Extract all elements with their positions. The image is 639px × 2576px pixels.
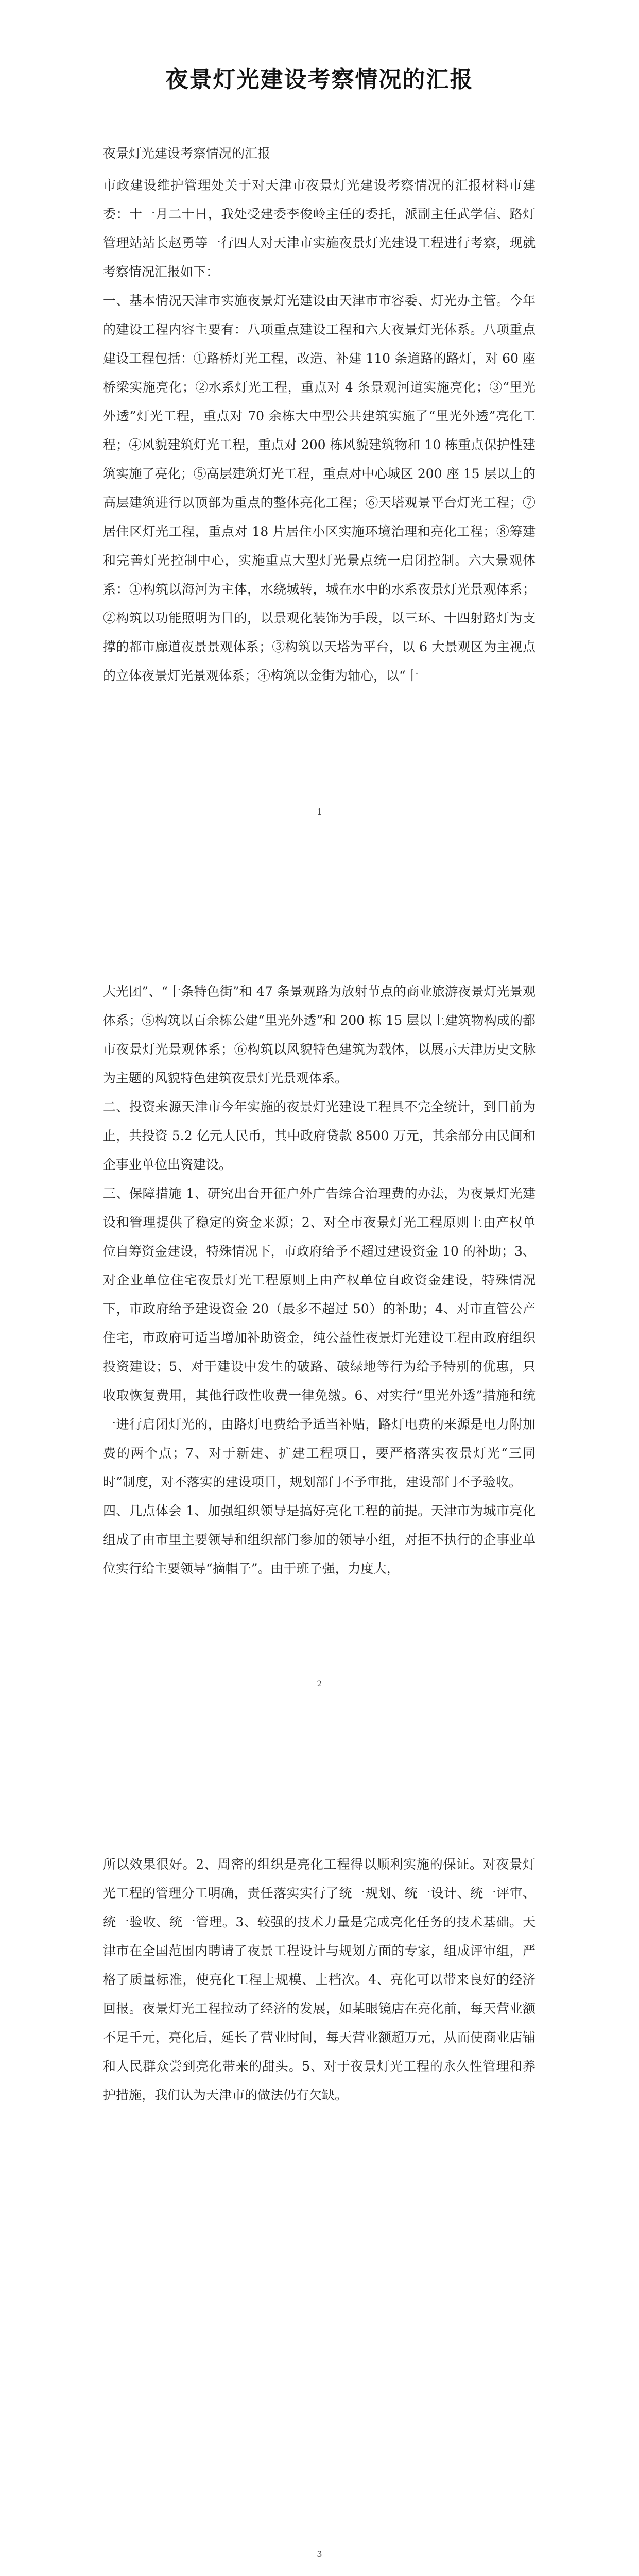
paragraph: 大光团”、“十条特色街”和 47 条景观路为放射节点的商业旅游夜景灯光景观体系；⑤构筑以百余栋公建“里光外透”和 200 栋 15 层以上建筑物构成的都市夜景灯光景观体系；⑥构筑以风貌特色建筑为载体，以展示天津历史文脉为主题的风貌特色建筑夜景灯光景观体系。	[103, 984, 536, 1086]
paragraph: 市政建设维护管理处关于对天津市夜景灯光建设考察情况的汇报材料市建委：十一月二十日，我处受建委李俊岭主任的委托，派副主任武学信、路灯管理站站长赵勇等一行四人对天津市实施夜景灯光建设工程进行考察，现就考察情况汇报如下：	[103, 178, 536, 279]
page-number: 2	[317, 1679, 322, 1688]
paragraph: 三、保障措施 1、研究出台开征户外广告综合治理费的办法，为夜景灯光建设和管理提供了稳定的资金来源；2、对全市夜景灯光工程原则上由产权单位自筹资金建设，特殊情况下，市政府给予不超过建设资金 10 的补助；3、对企业单位住宅夜景灯光工程原则上由产权单位自政资金建设，特殊情况下，市政府给予建设资金 20（最多不超过 50）的补助；4、对市直管公产住宅，市政府可适当增加补助资金，纯公益性夜景灯光建设工程由政府组织投资建设；5、对于建设中发生的破路、破绿地等行为给予特别的优惠，只收取恢复费用，其他行政性收费一律免缴。6、对实行“里光外透”措施和统一进行启闭灯光的，由路灯电费给予适当补贴，路灯电费的来源是电力附加费的两个点；7、对于新建、扩建工程项目，要严格落实夜景灯光“三同时”制度，对不落实的建设项目，规划部门不予审批，建设部门不予验收。	[103, 1186, 536, 1489]
page-3-body	[103, 1850, 536, 2110]
page-number: 1	[317, 807, 322, 817]
paragraph: 四、几点体会 1、加强组织领导是搞好亮化工程的前提。天津市为城市亮化组成了由市里主要领导和组织部门参加的领导小组，对拒不执行的企事业单位实行给主要领导“摘帽子”。由于班子强，力度大，	[103, 1503, 536, 1576]
paragraph: 一、基本情况天津市实施夜景灯光建设由天津市市容委、灯光办主管。今年的建设工程内容主要有：八项重点建设工程和六大夜景灯光体系。八项重点建设工程包括：①路桥灯光工程，改造、补建 110 条道路的路灯，对 60 座桥梁实施亮化；②水系灯光工程，重点对 4 条景观河道实施亮化；③“里光外透”灯光工程，重点对 70 余栋大中型公共建筑实施了“里光外透”亮化工程；④风貌建筑灯光工程，重点对 200 栋风貌建筑物和 10 栋重点保护性建筑实施了亮化；⑤高层建筑灯光工程，重点对中心城区 200 座 15 层以上的高层建筑进行以顶部为重点的整体亮化工程；⑥天塔观景平台灯光工程；⑦居住区灯光工程，重点对 18 片居住小区实施环境治理和亮化工程；⑧筹建和完善灯光控制中心，实施重点大型灯光景点统一启闭控制。六大景观体系：①构筑以海河为主体，水绕城转，城在水中的水系夜景灯光景观体系；②构筑以功能照明为目的，以景观化装饰为手段，以三环、十四射路灯为支撑的都市廊道夜景景观体系；③构筑以天塔为平台，以 6 大景观区为主视点的立体夜景灯光景观体系；④构筑以金街为轴心，以“十	[103, 293, 536, 683]
page-2-body	[103, 977, 536, 1583]
paragraph: 夜景灯光建设考察情况的汇报	[103, 146, 271, 161]
document-title: 夜景灯光建设考察情况的汇报	[165, 66, 474, 93]
paragraph: 二、投资来源天津市今年实施的夜景灯光建设工程具不完全统计，到目前为止，共投资 5.2 亿元人民币，其中政府贷款 8500 万元，其余部分由民间和企事业单位出资建设。	[103, 1099, 536, 1172]
page-1-body	[103, 139, 536, 690]
page-number: 3	[317, 2549, 322, 2559]
paragraph: 所以效果很好。2、周密的组织是亮化工程得以顺利实施的保证。对夜景灯光工程的管理分工明确，责任落实实行了统一规划、统一设计、统一评审、统一验收、统一管理。3、较强的技术力量是完成亮化任务的技术基础。天津市在全国范围内聘请了夜景工程设计与规划方面的专家，组成评审组，严格了质量标准，使亮化工程上规模、上档次。4、亮化可以带来良好的经济回报。夜景灯光工程拉动了经济的发展，如某眼镜店在亮化前，每天营业额不足千元，亮化后，延长了营业时间，每天营业额超万元，从而使商业店铺和人民群众尝到亮化带来的甜头。5、对于夜景灯光工程的永久性管理和养护措施，我们认为天津市的做法仍有欠缺。	[103, 1857, 536, 2103]
